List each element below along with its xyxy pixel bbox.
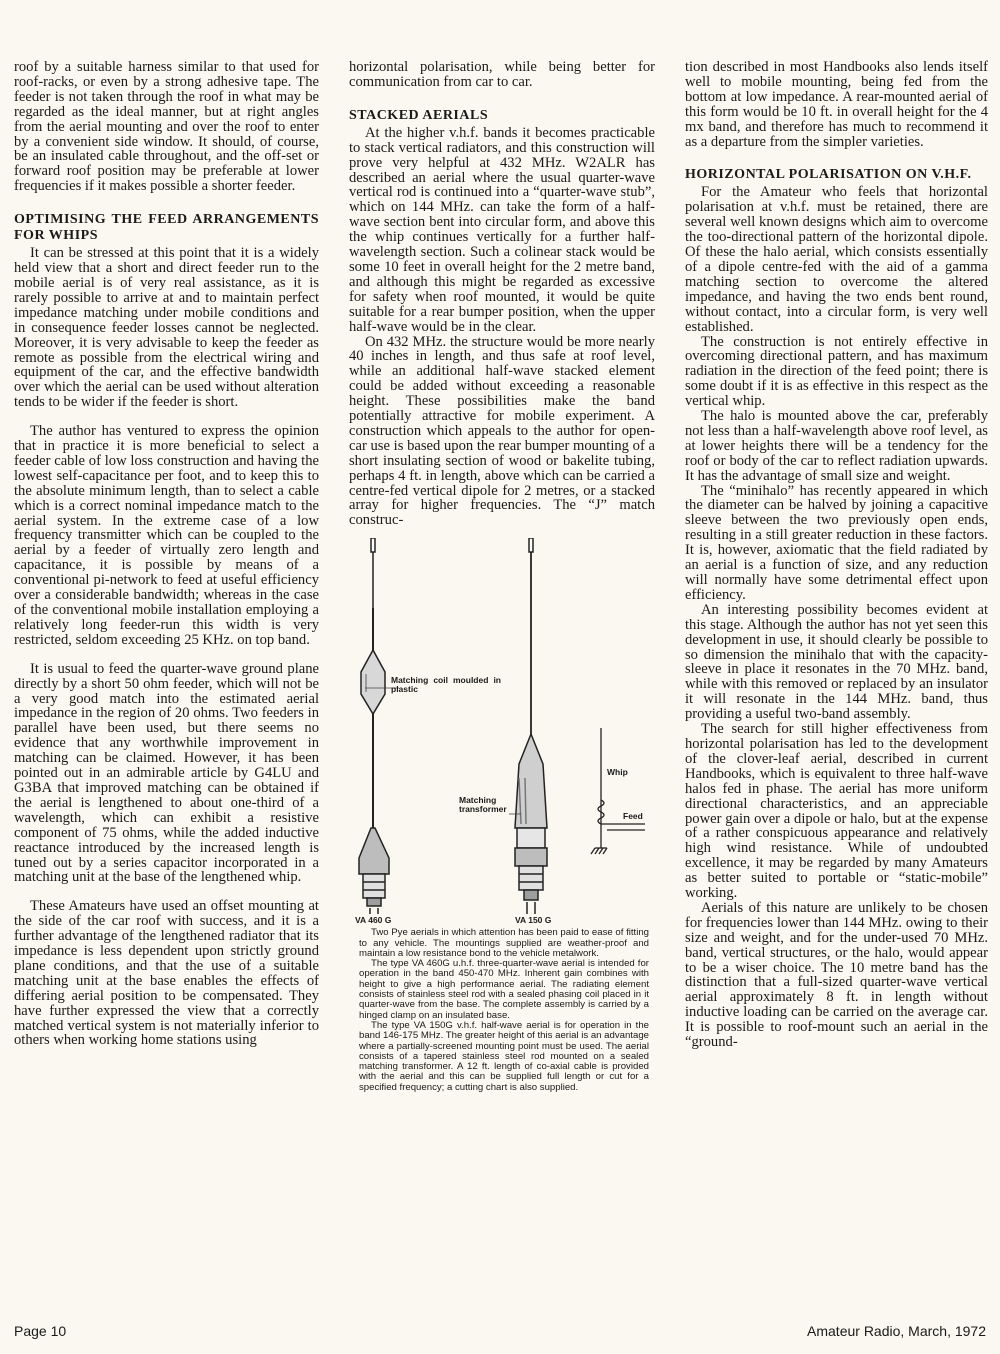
caption-paragraph: The type VA 150G v.h.f. half-wave aerial is for operation in the band 146-175 MHz. The greater height of this aerial is an advantage where a partially-screened mounting point must be used. The aerial consists of a tapered stainless steel rod mounted on a sealed matching transformer. A 12 ft. length of co-axial cable is provided with the aerial and this can be supplied full length or cut for a specified frequency; a cutting chart is also supplied. — [359, 1019, 649, 1093]
paragraph: The “minihalo” has recently appeared in which the diameter can be halved by joining a capacitive sleeve between the two previously open ends, resulting in a still greater reduction in these factors. It is, however, axiomatic that the field radiated by an aerial is a function of size, and any reduction will normally have some detrimental effect upon efficiency. — [685, 482, 988, 603]
va150g-aerial — [515, 538, 547, 914]
matching-transformer-label: Matching transformer — [459, 795, 507, 815]
whip-label: Whip — [607, 767, 628, 778]
paragraph: Aerials of this nature are unlikely to be chosen for frequencies lower than 144 MHz. owing to their size and weight, and for the under-used 70 MHz. band, vertical structures, or the halo, would appear to be a wiser choice. The 10 metre band has the distinction that a full-sized quarter-wave vertical aerial approximately 8 ft. in length without inductive loading can be carried on the average car. It is possible to roof-mount such an aerial in the “ground- — [685, 899, 988, 1051]
section-heading: HORIZONTAL POLARISATION ON V.H.F. — [685, 167, 972, 183]
column-2 — [349, 60, 655, 1093]
page-number: Page 10 — [14, 1323, 67, 1339]
paragraph: These Amateurs have used an offset mounting at the side of the car roof with success, and it is a further advantage of the lengthened radiator that its impedance is less dependent upon strictly ground plane conditions, and that the use of a suitable matching unit at the base enables the effects of differing aerial position to be compensated. They have further expressed the view that a correctly matched vertical system is not materially inferior to others when working home stations using — [14, 898, 319, 1049]
paragraph: The construction is not entirely effective in overcoming directional pattern, and has maximum radiation in the direction of the feed point; there is some doubt if it is as effective in this respect as the vertical whip. — [685, 333, 988, 410]
paragraph: horizontal polarisation, while being better for communication from car to car. — [349, 59, 655, 90]
paragraph: The author has ventured to express the opinion that in practice it is more beneficial to select a feeder cable of low loss construction and having the lowest self-capacitance per foot, and to keep this to the absolute minimum length, than to select a cable which is a correct nominal impedance match to the aerial system. In the extreme case of a low frequency transmitter which can be coupled to the aerial by a feeder of virtually zero length and capacitance, it is possible by means of a conventional pi-network to feed at useful efficiency over a considerable bandwidth; whereas in the case of the conventional mobile installation employing a relatively long feeder-run this width is very restricted, seldom exceeding 25 KHz. on top band. — [14, 423, 319, 648]
paragraph: The search for still higher effectiveness from horizontal polarisation has led to the development of the clover-leaf aerial, described in current Handbooks, which is equivalent to three half-wave halos fed in phase. The aerial has more uniform directional characteristics, and an appreciable power gain over a dipole or halo, but at the expense of a rather conspicuous appearance and relatively high wind resistance. While of undoubted excellence, it may be regarded by many Amateurs as better suited to portable or “static-mobile” working. — [685, 721, 988, 902]
figure-caption — [359, 928, 649, 1093]
paragraph: On 432 MHz. the structure would be more nearly 40 inches in length, and thus safe at roof level, while an additional half-wave stacked element could be added without exceeding a reasonable height. These possibilities make the band potentially attractive for mobile experiment. A construction which appeals to the author for open-car use is based upon the rear bumper mounting of a short insulating section of wood or bakelite tubing, perhaps 4 ft. in length, above which can be carried a centre-fed vertical dipole for 2 metres, or a stacked array for higher frequencies. The “J” match construc- — [349, 333, 655, 529]
column-1 — [14, 60, 319, 1048]
feed-label: Feed — [623, 811, 643, 822]
paragraph: tion described in most Handbooks also lends itself well to mobile mounting, being fed from the bottom at low impedance. A rear-mounted aerial of this form would be 10 ft. in overall height for the 4 mx band, and therefore has much to recommend it as a departure from the simpler varieties. — [685, 59, 988, 150]
section-heading: OPTIMISING THE FEED ARRANGEMENTS FOR WHIPS — [14, 212, 319, 244]
publication-info: Amateur Radio, March, 1972 — [807, 1323, 986, 1339]
aerial-illustration — [349, 538, 655, 928]
section-heading: STACKED AERIALS — [349, 107, 489, 123]
caption-paragraph: Two Pye aerials in which attention has been paid to ease of fitting to any vehicle. The mountings supplied are weather-proof and maintain a low resistance bond to the vehicle metalwork. — [359, 927, 649, 959]
aerial-figure — [349, 538, 655, 928]
model-label: VA 150 G — [515, 915, 552, 926]
paragraph: An interesting possibility becomes evident at this stage. Although the author has not yet seen this development in use, it should clearly be possible to so dimension the minihalo that with the capacity-sleeve in place it resonates in the 70 MHz. band, while with this removed or replaced by an insulator it will resonate in the 144 MHz. band, thus providing a useful two-band assembly. — [685, 601, 988, 723]
paragraph: At the higher v.h.f. bands it becomes practicable to stack vertical radiators, and this construction will prove very helpful at 432 MHz. W2ALR has described an aerial where the usual quarter-wave vertical rod is continued into a “quarter-wave stub”, which on 144 MHz. can take the form of a half-wave section bent into circular form, and above this the whip continues vertically for a further half-wavelength section. Such a colinear stack would be some 10 feet in overall height for the 2 metre band, and although this might be regarded as excessive for safety when roof mounted, it would be quite suitable for a rear bumper position, when the upper half-wave would be in the clear. — [349, 124, 655, 335]
paragraph: roof by a suitable harness similar to that used for roof-racks, or even by a strong adhesive tape. The feeder is not taken through the roof in what may be regarded as the ideal manner, but at right angles from the aerial mounting and over the roof to enter by a convenient side window. It should, of course, be an insulated cable throughout, and the off-set or forward roof position may be preferable at lower frequencies if it makes possible a shorter feeder. — [14, 59, 319, 195]
paragraph: The halo is mounted above the car, preferably not less than a half-wavelength above roof level, as at lower heights there will be a tendency for the roof or body of the car to reflect radiation upwards. It has the advantage of small size and weight. — [685, 408, 988, 484]
caption-paragraph: The type VA 460G u.h.f. three-quarter-wave aerial is intended for operation in the band 450-470 MHz. Inherent gain combines with height to give a high performance aerial. The radiating element consists of stainless steel rod with a sealed phasing coil placed in it quarter-wave from the base. The complete assembly is carried by a hinged clamp on an insulated base. — [359, 958, 649, 1021]
paragraph: It can be stressed at this point that it is a widely held view that a short and direct feeder run to the mobile aerial is of very real assistance, as it is rarely possible to arrive at and to maintain perfect impedance matching under mobile conditions and in consequence feeder losses cannot be neglected. Moreover, it is very advisable to keep the feeder as remote as possible from the electrical wiring and equipment of the car, and the effective bandwidth over which the aerial can be used without alteration tends to be wider if the feeder is short. — [14, 245, 319, 411]
paragraph: For the Amateur who feels that horizontal polarisation at v.h.f. must be retained, there are several well known designs which aim to overcome the too-directional pattern of the horizontal dipole. Of these the halo aerial, which consists essentially of a dipole centre-fed with the aid of a gamma matching section to overcome the altered impedance, and having the two ends bent round, without contact, into a circular form, is very well established. — [685, 184, 988, 335]
matching-coil-label: Matching coil moulded in plastic — [391, 675, 501, 695]
model-label: VA 460 G — [355, 915, 392, 926]
column-3 — [685, 60, 988, 1050]
whip-schematic — [591, 728, 645, 854]
va460g-aerial — [359, 538, 389, 914]
paragraph: It is usual to feed the quarter-wave ground plane directly by a short 50 ohm feeder, which will not be a very good match into the estimated aerial impedance in the region of 20 ohms. Two feeders in parallel have been used, but there seems no evidence that any worthwhile improvement in matching can be claimed. However, it has been pointed out in an admirable article by G4LU and G3BA that improved matching can be obtained if the aerial is lengthened to about one-third of a wavelength, which can exhibit a resistive component of 75 ohms, while the added inductive reactance introduced by the increased length is tuned out by a series capacitor incorporated in a matching unit at the base of the lengthened whip. — [14, 660, 319, 886]
